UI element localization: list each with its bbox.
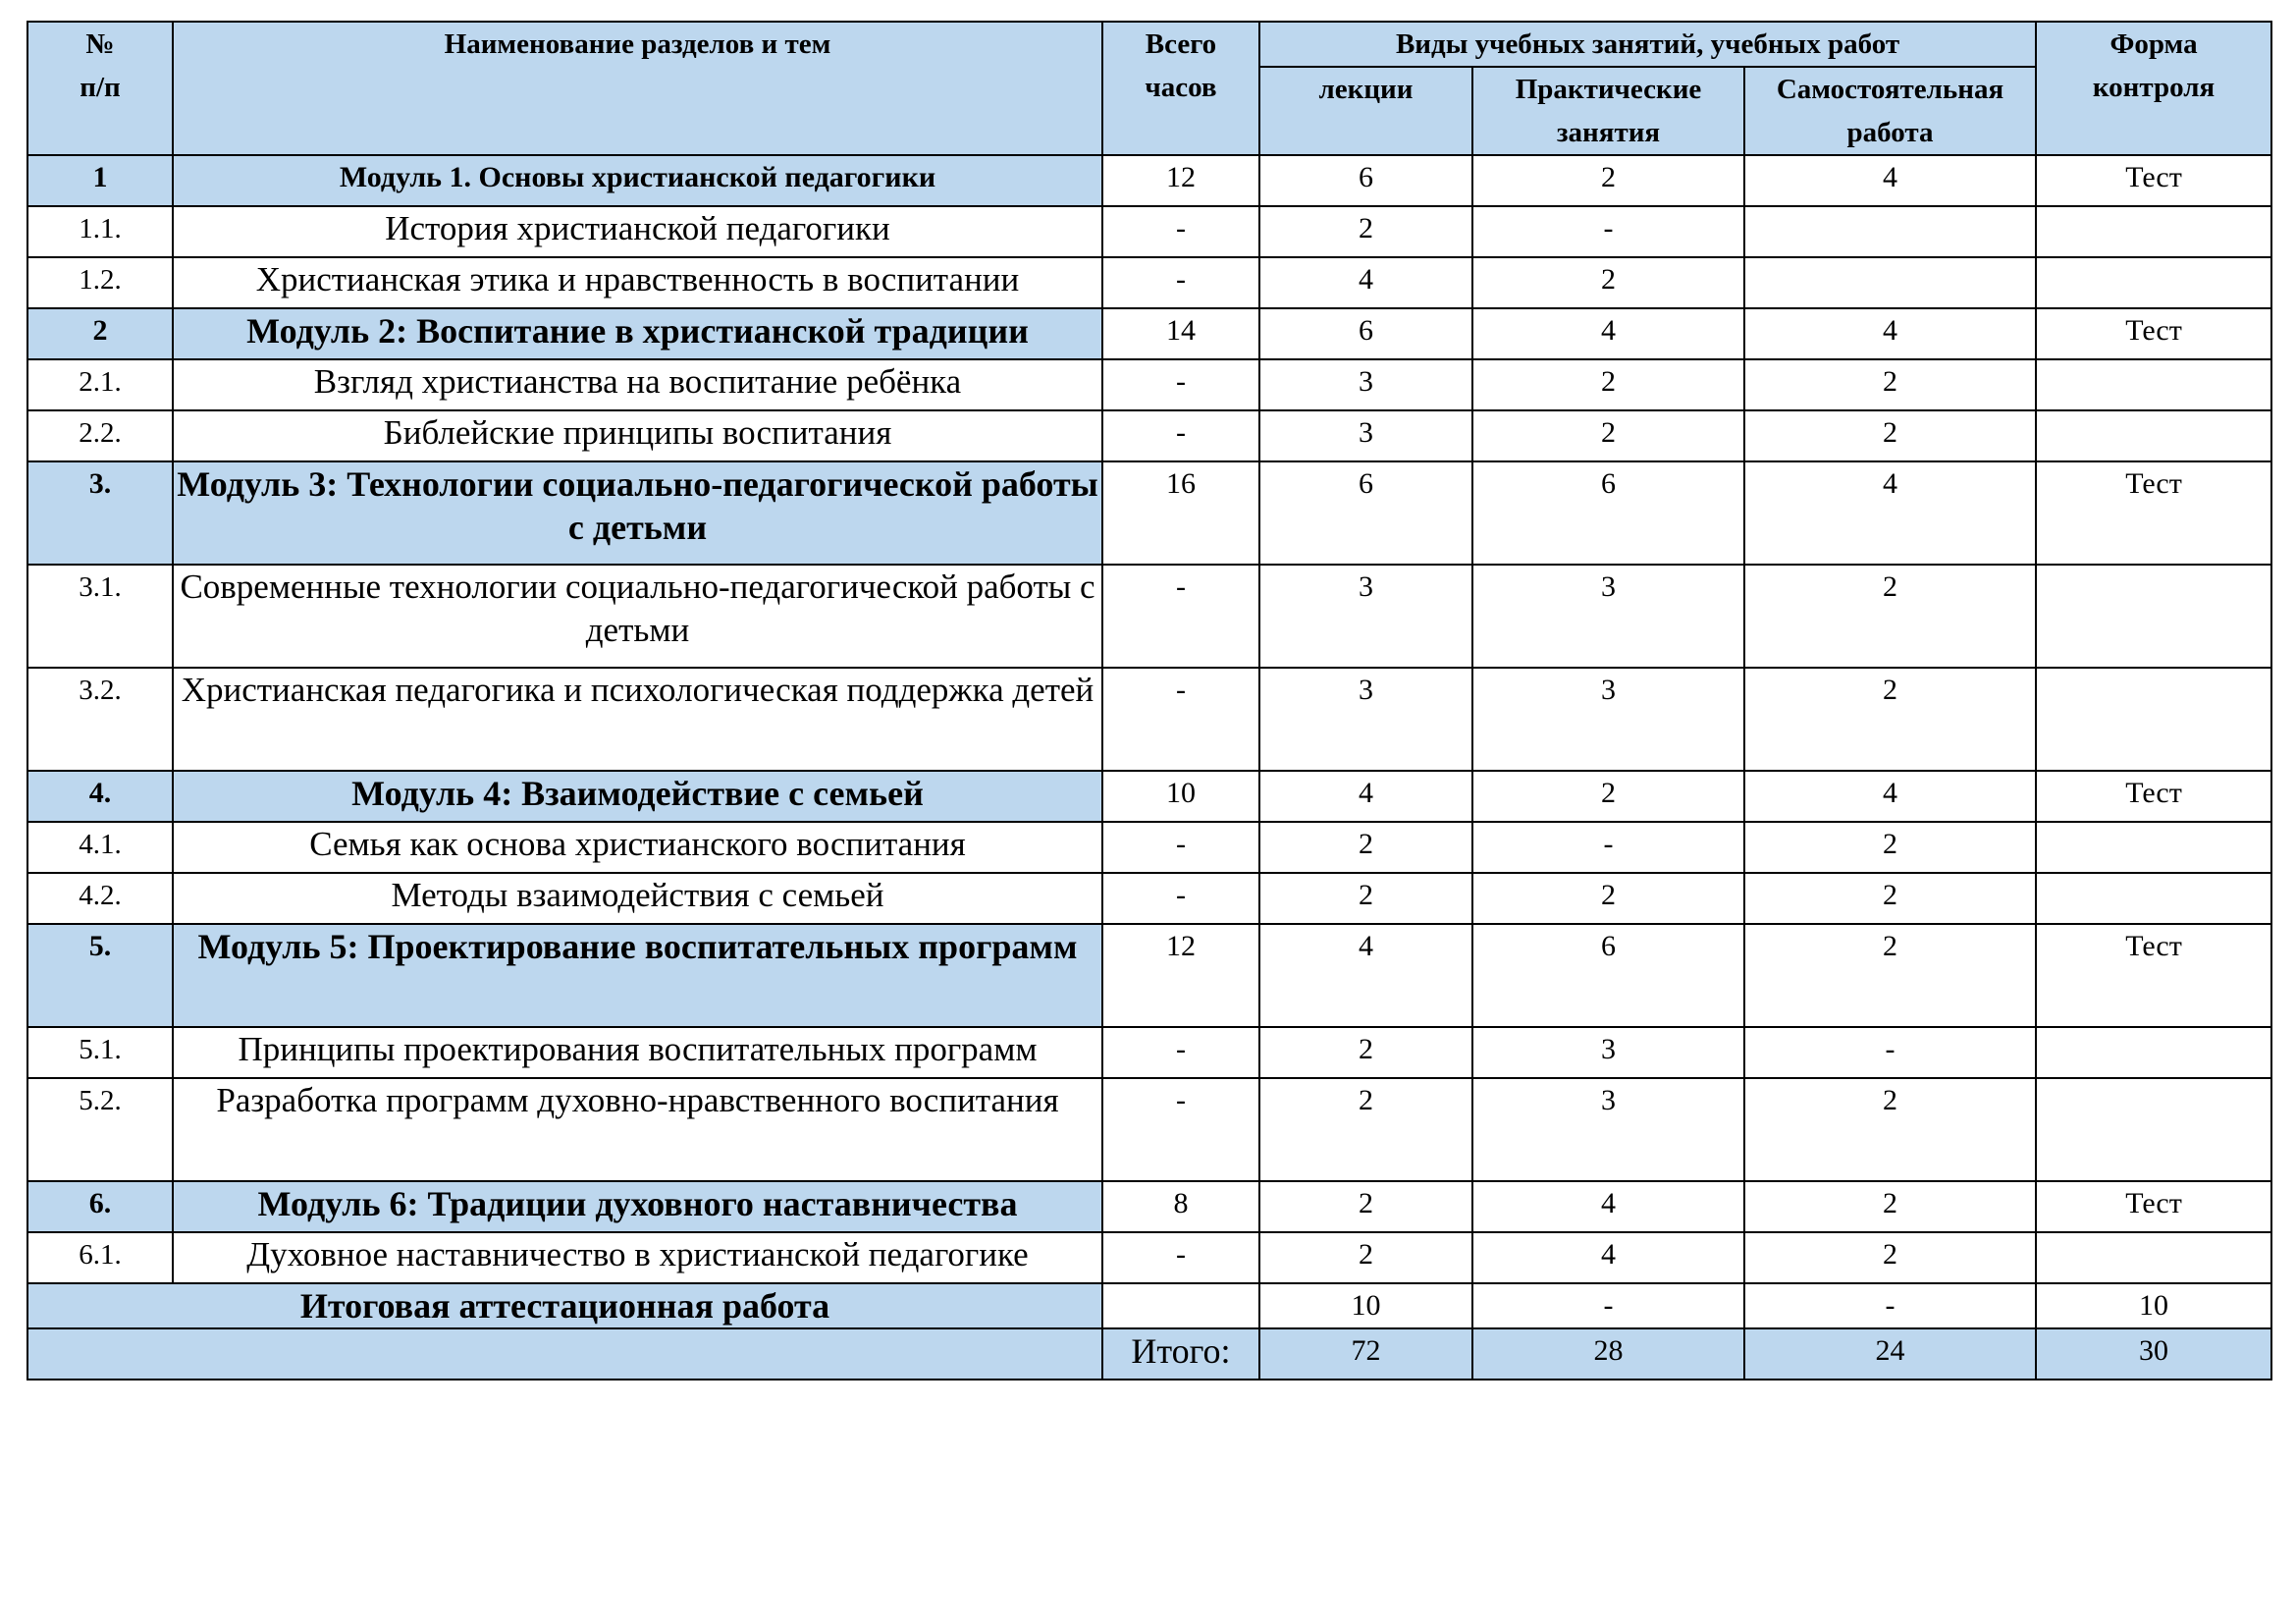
final-total <box>1102 1283 1259 1328</box>
topic-row <box>27 410 2271 461</box>
self-study-hours <box>1744 257 2036 308</box>
practice-hours: 4 <box>1472 1232 1744 1283</box>
lectures-hours: 4 <box>1259 771 1472 822</box>
header-activity-types: Виды учебных занятий, учебных работ <box>1259 22 2036 67</box>
self-study-hours: 4 <box>1744 771 2036 822</box>
total-hours: 14 <box>1102 308 1259 359</box>
practice-hours: 3 <box>1472 1027 1744 1078</box>
lectures-hours: 3 <box>1259 359 1472 410</box>
final-lectures: 10 <box>1259 1283 1472 1328</box>
self-study-hours: 2 <box>1744 822 2036 873</box>
self-study-hours <box>1744 206 2036 257</box>
self-study-hours: 2 <box>1744 873 2036 924</box>
practice-hours: - <box>1472 206 1744 257</box>
header-total-hours: Всего часов <box>1102 22 1259 155</box>
module-row <box>27 155 2271 206</box>
practice-hours: 3 <box>1472 1078 1744 1181</box>
self-study-hours: 2 <box>1744 1181 2036 1232</box>
self-study-hours: 4 <box>1744 461 2036 565</box>
self-study-hours: 4 <box>1744 308 2036 359</box>
lectures-hours: 3 <box>1259 410 1472 461</box>
row-number: 3.2. <box>27 668 173 771</box>
total-hours: - <box>1102 565 1259 668</box>
row-number: 6.1. <box>27 1232 173 1283</box>
topic-name: Разработка программ духовно-нравственного воспитания <box>173 1078 1102 1181</box>
final-self: - <box>1744 1283 2036 1328</box>
total-hours: 10 <box>1102 771 1259 822</box>
total-hours: 12 <box>1102 155 1259 206</box>
practice-hours: 4 <box>1472 308 1744 359</box>
practice-hours: 3 <box>1472 565 1744 668</box>
totals-row <box>27 1328 2271 1380</box>
topic-name: Христианская этика и нравственность в воспитании <box>173 257 1102 308</box>
topic-row <box>27 359 2271 410</box>
final-label: Итоговая аттестационная работа <box>27 1283 1102 1328</box>
totals-practice: 28 <box>1472 1328 1744 1380</box>
control-form <box>2036 410 2271 461</box>
row-number: 4. <box>27 771 173 822</box>
total-hours: - <box>1102 873 1259 924</box>
topic-name: Современные технологии социально-педагогической работы с детьми <box>173 565 1102 668</box>
topic-row <box>27 565 2271 668</box>
self-study-hours: 2 <box>1744 1232 2036 1283</box>
lectures-hours: 6 <box>1259 461 1472 565</box>
topic-row <box>27 668 2271 771</box>
self-study-hours: 2 <box>1744 924 2036 1027</box>
total-hours: - <box>1102 822 1259 873</box>
row-number: 1 <box>27 155 173 206</box>
topic-name: Христианская педагогика и психологическая поддержка детей <box>173 668 1102 771</box>
lectures-hours: 2 <box>1259 1232 1472 1283</box>
self-study-hours: 2 <box>1744 410 2036 461</box>
self-study-hours: 2 <box>1744 1078 2036 1181</box>
totals-label: Итого: <box>1102 1328 1259 1380</box>
control-form: Тест <box>2036 308 2271 359</box>
control-form <box>2036 565 2271 668</box>
module-name: Модуль 2: Воспитание в христианской традиции <box>173 308 1102 359</box>
practice-hours: 3 <box>1472 668 1744 771</box>
control-form: Тест <box>2036 1181 2271 1232</box>
control-form <box>2036 1232 2271 1283</box>
total-hours: - <box>1102 206 1259 257</box>
control-form <box>2036 206 2271 257</box>
topic-name: Библейские принципы воспитания <box>173 410 1102 461</box>
lectures-hours: 6 <box>1259 308 1472 359</box>
practice-hours: 2 <box>1472 771 1744 822</box>
row-number: 5.2. <box>27 1078 173 1181</box>
lectures-hours: 6 <box>1259 155 1472 206</box>
totals-control: 30 <box>2036 1328 2271 1380</box>
module-row <box>27 771 2271 822</box>
table-header <box>27 22 2271 155</box>
total-hours: - <box>1102 1232 1259 1283</box>
topic-name: Взгляд христианства на воспитание ребёнка <box>173 359 1102 410</box>
control-form <box>2036 359 2271 410</box>
control-form: Тест <box>2036 461 2271 565</box>
header-num: № п/п <box>27 22 173 155</box>
lectures-hours: 2 <box>1259 873 1472 924</box>
row-number: 6. <box>27 1181 173 1232</box>
control-form: Тест <box>2036 771 2271 822</box>
topic-name: История христианской педагогики <box>173 206 1102 257</box>
topic-row <box>27 1232 2271 1283</box>
practice-hours: 6 <box>1472 924 1744 1027</box>
topic-name: Принципы проектирования воспитательных программ <box>173 1027 1102 1078</box>
row-number: 1.2. <box>27 257 173 308</box>
self-study-hours: 2 <box>1744 565 2036 668</box>
lectures-hours: 3 <box>1259 565 1472 668</box>
topic-row <box>27 1078 2271 1181</box>
lectures-hours: 2 <box>1259 822 1472 873</box>
control-form <box>2036 1027 2271 1078</box>
final-row <box>27 1283 2271 1328</box>
module-row <box>27 308 2271 359</box>
row-number: 5. <box>27 924 173 1027</box>
practice-hours: 2 <box>1472 155 1744 206</box>
topic-name: Методы взаимодействия с семьей <box>173 873 1102 924</box>
header-name: Наименование разделов и тем <box>173 22 1102 155</box>
total-hours: - <box>1102 1027 1259 1078</box>
control-form <box>2036 822 2271 873</box>
self-study-hours: 4 <box>1744 155 2036 206</box>
total-hours: - <box>1102 359 1259 410</box>
self-study-hours: 2 <box>1744 668 2036 771</box>
total-hours: 8 <box>1102 1181 1259 1232</box>
practice-hours: - <box>1472 822 1744 873</box>
module-row <box>27 924 2271 1027</box>
row-number: 1.1. <box>27 206 173 257</box>
lectures-hours: 4 <box>1259 924 1472 1027</box>
practice-hours: 2 <box>1472 873 1744 924</box>
row-number: 5.1. <box>27 1027 173 1078</box>
header-lectures: лекции <box>1259 67 1472 155</box>
control-form <box>2036 257 2271 308</box>
total-hours: - <box>1102 257 1259 308</box>
module-name: Модуль 1. Основы христианской педагогики <box>173 155 1102 206</box>
header-practice: Практические занятия <box>1472 67 1744 155</box>
practice-hours: 2 <box>1472 257 1744 308</box>
control-form <box>2036 873 2271 924</box>
module-name: Модуль 4: Взаимодействие с семьей <box>173 771 1102 822</box>
row-number: 3. <box>27 461 173 565</box>
total-hours: - <box>1102 668 1259 771</box>
practice-hours: 6 <box>1472 461 1744 565</box>
lectures-hours: 2 <box>1259 206 1472 257</box>
practice-hours: 4 <box>1472 1181 1744 1232</box>
lectures-hours: 2 <box>1259 1181 1472 1232</box>
total-hours: 16 <box>1102 461 1259 565</box>
lectures-hours: 2 <box>1259 1027 1472 1078</box>
lectures-hours: 2 <box>1259 1078 1472 1181</box>
row-number: 2.2. <box>27 410 173 461</box>
final-control: 10 <box>2036 1283 2271 1328</box>
module-name: Модуль 5: Проектирование воспитательных программ <box>173 924 1102 1027</box>
totals-self: 24 <box>1744 1328 2036 1380</box>
table-body <box>27 155 2271 1380</box>
header-control-form: Форма контроля <box>2036 22 2271 155</box>
topic-row <box>27 1027 2271 1078</box>
module-row <box>27 1181 2271 1232</box>
control-form <box>2036 1078 2271 1181</box>
row-number: 2.1. <box>27 359 173 410</box>
self-study-hours: - <box>1744 1027 2036 1078</box>
final-practice: - <box>1472 1283 1744 1328</box>
total-hours: - <box>1102 1078 1259 1181</box>
total-hours: - <box>1102 410 1259 461</box>
self-study-hours: 2 <box>1744 359 2036 410</box>
module-row <box>27 461 2271 565</box>
total-hours: 12 <box>1102 924 1259 1027</box>
topic-row <box>27 206 2271 257</box>
module-name: Модуль 6: Традиции духовного наставничества <box>173 1181 1102 1232</box>
header-self-study: Самостоятельная работа <box>1744 67 2036 155</box>
practice-hours: 2 <box>1472 359 1744 410</box>
topic-row <box>27 822 2271 873</box>
module-name: Модуль 3: Технологии социально-педагогической работы с детьми <box>173 461 1102 565</box>
control-form <box>2036 668 2271 771</box>
row-number: 2 <box>27 308 173 359</box>
row-number: 4.1. <box>27 822 173 873</box>
topic-row <box>27 257 2271 308</box>
control-form: Тест <box>2036 155 2271 206</box>
topic-name: Духовное наставничество в христианской педагогике <box>173 1232 1102 1283</box>
topic-name: Семья как основа христианского воспитания <box>173 822 1102 873</box>
row-number: 3.1. <box>27 565 173 668</box>
control-form: Тест <box>2036 924 2271 1027</box>
curriculum-table <box>27 21 2272 1380</box>
lectures-hours: 3 <box>1259 668 1472 771</box>
topic-row <box>27 873 2271 924</box>
totals-lectures: 72 <box>1259 1328 1472 1380</box>
row-number: 4.2. <box>27 873 173 924</box>
totals-blank <box>27 1328 1102 1380</box>
practice-hours: 2 <box>1472 410 1744 461</box>
lectures-hours: 4 <box>1259 257 1472 308</box>
